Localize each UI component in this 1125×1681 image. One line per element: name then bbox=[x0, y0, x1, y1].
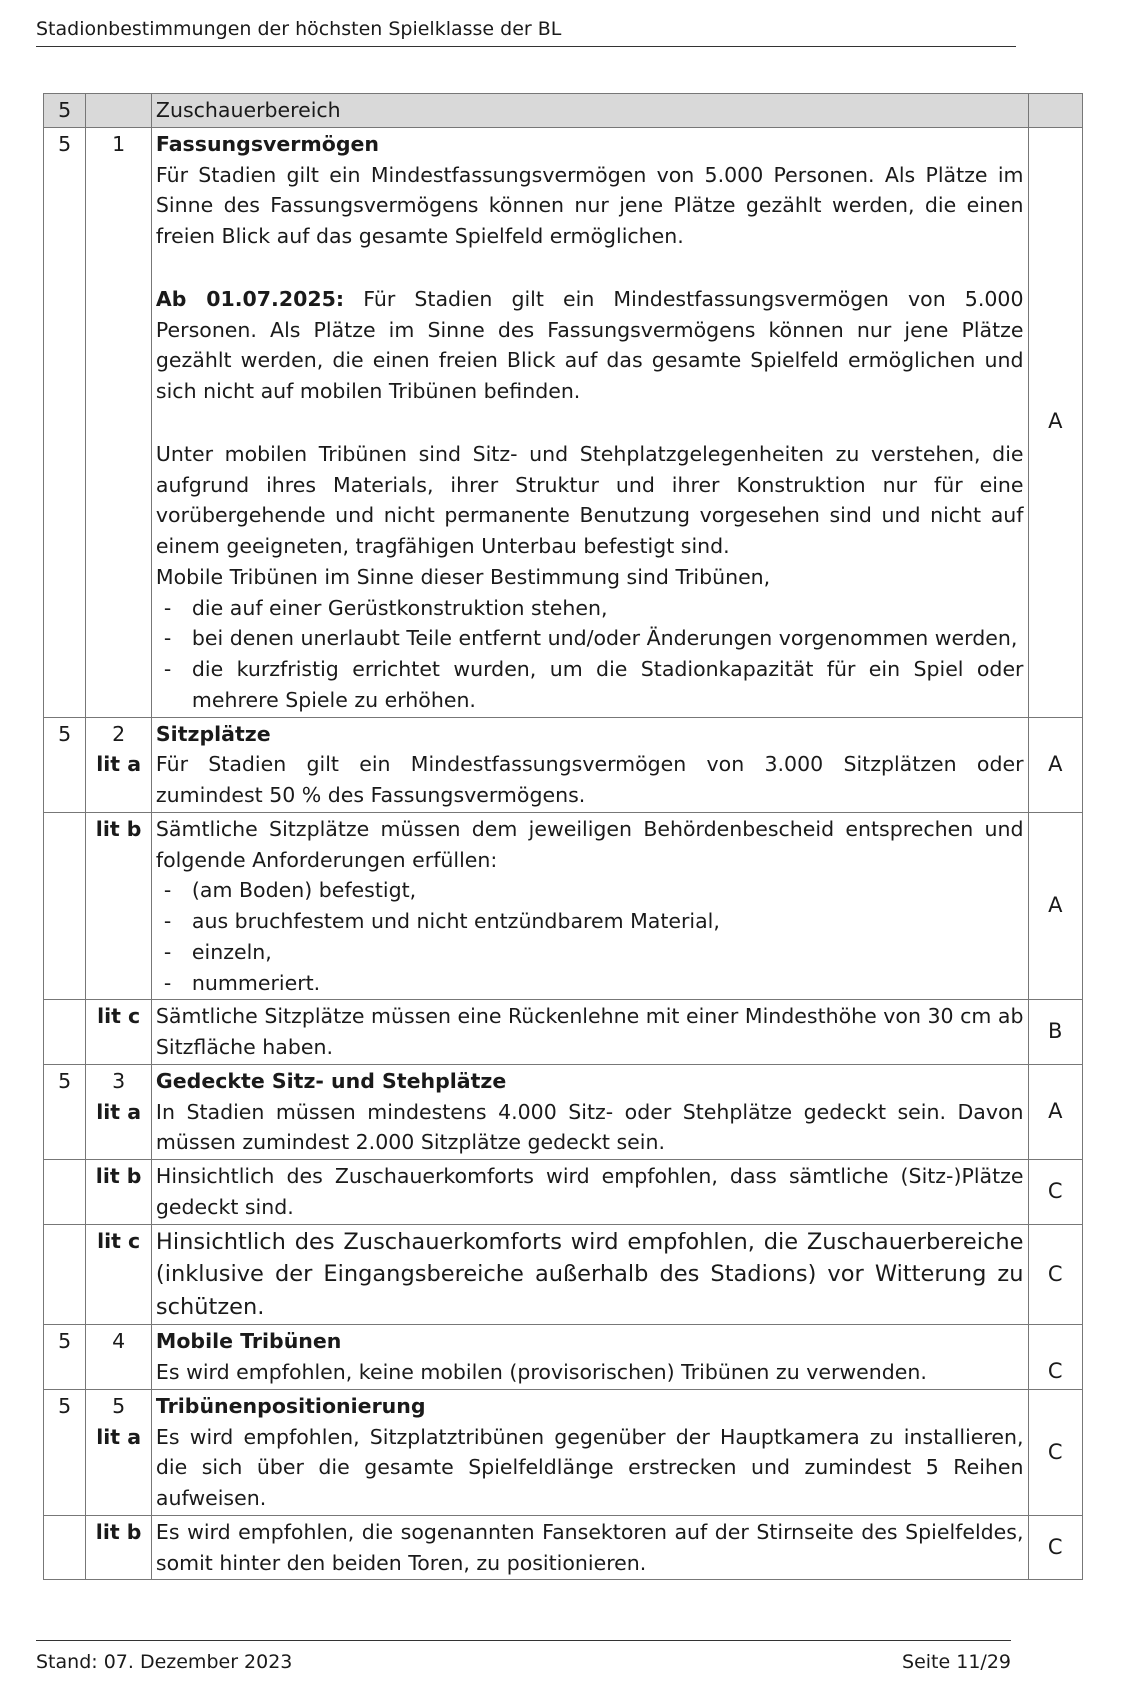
page-footer bbox=[36, 1640, 1011, 1673]
lit-label: lit c bbox=[97, 1228, 141, 1253]
lit-label: lit b bbox=[95, 816, 142, 841]
effective-date: Ab 01.07.2025: bbox=[155, 286, 345, 311]
list-item: - einzeln, bbox=[156, 937, 1024, 968]
rule-row-5-5b bbox=[44, 1515, 1083, 1580]
rule-title: Sitzplätze bbox=[155, 721, 271, 746]
rule-number: 5 bbox=[112, 1393, 126, 1418]
list-item: - aus bruchfestem und nicht entzündbarem Material, bbox=[156, 906, 1024, 937]
grade-cell: C bbox=[1028, 1389, 1083, 1515]
grade-cell: C bbox=[1028, 1224, 1083, 1325]
rule-paragraph: Es wird empfohlen, Sitzplatztribünen gegenüber der Hauptkamera zu installieren, die sich über die gesamte Spielfeldlänge erstrecken und zumindest 5 Reihen aufweisen. bbox=[155, 1424, 1024, 1511]
rule-number: 4 bbox=[86, 1325, 152, 1390]
rule-paragraph: Für Stadien gilt ein Mindestfassungsvermögen von 5.000 Personen. Als Plätze im Sinne des Fassungsvermögens können nur jene Plätze gezählt werden, die einen freien Blick auf das gesamte Spielfeld ermöglichen. bbox=[155, 162, 1024, 248]
rule-row-5-2a: 5 2 lit a Sitzplätze Für Stadien gilt ein Mindestfassungsvermögen von 3.000 Sitzplätzen oder zumindest 50 % des Fassungsvermögens. A bbox=[44, 717, 1083, 812]
rule-paragraph: Hinsichtlich des Zuschauerkomforts wird empfohlen, die Zuschauerbereiche (inklusive der Eingangsbereiche außerhalb des Stadions) vor Witterung zu schützen. bbox=[155, 1228, 1024, 1320]
rule-row-5-3c bbox=[44, 1224, 1083, 1325]
rule-title: Mobile Tribünen bbox=[155, 1329, 342, 1354]
rule-row-5-3a: 5 3 lit a Gedeckte Sitz- und Stehplätze In Stadien müssen mindestens 4.000 Sitz- oder Stehplätze gedeckt sein. Davon müssen zumindest 2.000 Sitzplätze gedeckt sein. A bbox=[44, 1064, 1083, 1159]
list-item: - die kurzfristig errichtet wurden, um die Stadionkapazität für ein Spiel oder mehrere Spiele zu erhöhen. bbox=[156, 654, 1024, 716]
rule-paragraph: Es wird empfohlen, die sogenannten Fansektoren auf der Stirnseite des Spielfeldes, somit hinter den beiden Toren, zu positionieren. bbox=[155, 1519, 1024, 1575]
section-title: Zuschauerbereich bbox=[151, 94, 1028, 128]
dash-list bbox=[156, 875, 1024, 998]
rule-paragraph: Unter mobilen Tribünen sind Sitz- und Stehplatzgelegenheiten zu verstehen, die aufgrund ihres Materials, ihrer Struktur und ihrer Konstruktion nur für eine vorübergehende und nicht permanente Benutzung vorgesehen sind und nicht auf einem geeigneten, tragfähigen Unterbau befestigt sind. bbox=[155, 441, 1024, 558]
rule-title: Tribünenpositionierung bbox=[155, 1393, 426, 1418]
lit-label: lit a bbox=[96, 1424, 142, 1449]
rule-row-5-2c bbox=[44, 1000, 1083, 1065]
rule-row-5-3b bbox=[44, 1160, 1083, 1225]
rule-paragraph: Hinsichtlich des Zuschauerkomforts wird empfohlen, dass sämtliche (Sitz-)Plätze gedeckt sind. bbox=[155, 1164, 1024, 1219]
page-number: Seite 11/29 bbox=[902, 1651, 1011, 1673]
lit-label: lit b bbox=[95, 1519, 142, 1544]
rule-title: Gedeckte Sitz- und Stehplätze bbox=[155, 1068, 507, 1093]
list-item: - (am Boden) befestigt, bbox=[156, 875, 1024, 906]
grade-cell: A bbox=[1028, 1064, 1083, 1159]
rule-number: 3 bbox=[112, 1068, 126, 1093]
rule-row-5-1: 5 1 Fassungsvermögen Für Stadien gilt ein Mindestfassungsvermögen von 5.000 Personen. Als Plätze im Sinne des Fassungsvermögens können nur jene Plätze gezählt werden, die einen freien Blick auf das gesamte Spielfeld ermöglichen. Ab 01.07.2025: Für Stadien gilt ein Mindestfassungsvermögen von 5.000 Personen. Als Plätze im Sinne des Fassungsvermögens können nur jene Plätze gezählt werden, die einen freien Blick auf das gesamte Spielfeld ermöglichen und sich nicht auf mobilen Tribünen befinden. Unter mobilen Tribünen sind Sitz- und Stehplatzgelegenheiten zu verstehen, die aufgrund ihres Materials, ihrer Struktur und ihrer Konstruktion nur für eine vorübergehende und nicht permanente Benutzung vorgesehen sind und nicht auf einem geeigneten, tragfähigen Unterbau befestigt sind. Mobile Tribünen im Sinne dieser Bestimmung sind Tribünen, - die auf einer Gerüstkonstruktion stehen, - bei denen unerlaubt Teile entfernt und/oder Änderungen vorgenommen werden, - die kurzfristig errichtet wurden, um die Stadionkapazität für ein Spiel oder mehrere Spiele zu erhöhen. A bbox=[44, 127, 1083, 717]
lit-label: lit a bbox=[96, 752, 142, 777]
rule-content bbox=[151, 127, 1028, 717]
rule-paragraph: Es wird empfohlen, keine mobilen (provisorischen) Tribünen zu verwenden. bbox=[155, 1360, 927, 1385]
grade-cell: C bbox=[1028, 1515, 1083, 1580]
rule-row-5-2b bbox=[44, 812, 1083, 1000]
list-item: - nummeriert. bbox=[156, 968, 1024, 999]
dash-list bbox=[156, 593, 1024, 716]
rule-paragraph: Sämtliche Sitzplätze müssen eine Rückenlehne mit einer Mindesthöhe von 30 cm ab Sitzfläche haben. bbox=[155, 1004, 1024, 1059]
page-header bbox=[36, 18, 1016, 47]
regulations-table bbox=[43, 93, 1083, 1580]
section-header-row bbox=[44, 94, 1083, 128]
rule-paragraph: Mobile Tribünen im Sinne dieser Bestimmung sind Tribünen, bbox=[155, 564, 771, 589]
rule-paragraph: In Stadien müssen mindestens 4.000 Sitz- oder Stehplätze gedeckt sein. Davon müssen zumindest 2.000 Sitzplätze gedeckt sein. bbox=[155, 1099, 1024, 1155]
rule-paragraph: Ab 01.07.2025: Für Stadien gilt ein Mindestfassungsvermögen von 5.000 Personen. Als Plätze im Sinne des Fassungsvermögens können nur jene Plätze gezählt werden, die einen freien Blick auf das gesamte Spielfeld ermöglichen und sich nicht auf mobilen Tribünen befinden. bbox=[155, 286, 1024, 403]
list-item: - bei denen unerlaubt Teile entfernt und/oder Änderungen vorgenommen werden, bbox=[156, 623, 1024, 654]
document-title: Stadionbestimmungen der höchsten Spielklasse der BL bbox=[36, 18, 562, 40]
grade-cell: B bbox=[1028, 1000, 1083, 1065]
grade-cell: C bbox=[1028, 1325, 1083, 1390]
section-number: 5 bbox=[44, 94, 86, 128]
lit-label: lit a bbox=[96, 1099, 142, 1124]
rule-number: 2 bbox=[112, 721, 126, 746]
list-item: - die auf einer Gerüstkonstruktion stehen, bbox=[156, 593, 1024, 624]
rule-number: 1 bbox=[86, 127, 152, 717]
grade-cell: A bbox=[1028, 127, 1083, 717]
lit-label: lit c bbox=[97, 1004, 141, 1029]
document-date: Stand: 07. Dezember 2023 bbox=[36, 1651, 293, 1673]
rule-paragraph: Sämtliche Sitzplätze müssen dem jeweiligen Behördenbescheid entsprechen und folgende Anforderungen erfüllen: bbox=[155, 816, 1024, 872]
grade-cell: C bbox=[1028, 1160, 1083, 1225]
rule-title: Fassungsvermögen bbox=[155, 131, 380, 156]
rule-row-5-5a: 5 5 lit a Tribünenpositionierung Es wird empfohlen, Sitzplatztribünen gegenüber der Hauptkamera zu installieren, die sich über die gesamte Spielfeldlänge erstrecken und zumindest 5 Reihen aufweisen. C bbox=[44, 1389, 1083, 1515]
lit-label: lit b bbox=[95, 1164, 142, 1188]
rule-row-5-4: 5 4 Mobile Tribünen Es wird empfohlen, keine mobilen (provisorischen) Tribünen zu verwenden. C bbox=[44, 1325, 1083, 1390]
rule-paragraph: Für Stadien gilt ein Mindestfassungsvermögen von 3.000 Sitzplätzen oder zumindest 50 % des Fassungsvermögens. bbox=[155, 752, 1024, 807]
grade-cell: A bbox=[1028, 717, 1083, 812]
grade-cell: A bbox=[1028, 812, 1083, 1000]
